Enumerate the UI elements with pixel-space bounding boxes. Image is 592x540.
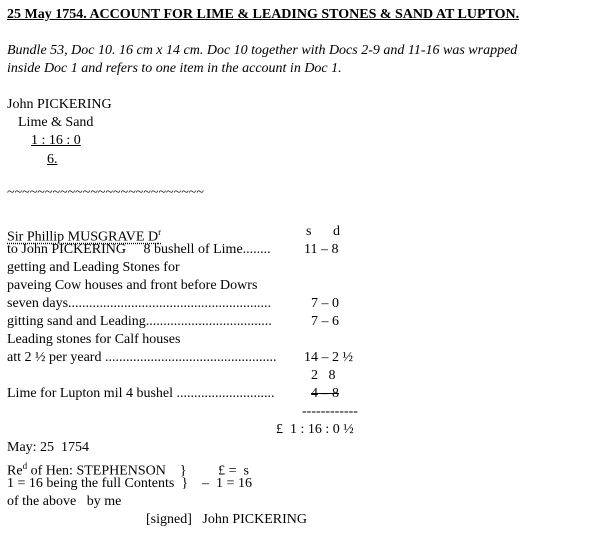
receipt-signature: [signed] John PICKERING <box>146 512 307 527</box>
account-row-text: getting and Leading Stones for <box>7 260 180 275</box>
column-shillings-header: s <box>306 224 312 239</box>
account-row-amount: 14 – 2 ½ <box>304 350 353 365</box>
endorsement-pence: 6. <box>47 152 58 167</box>
account-row-text: gitting sand and Leading.................................... <box>7 314 272 329</box>
account-row-amount-struck: 4 – 8 <box>311 386 339 401</box>
account-row-amount: 2 8 <box>311 368 336 383</box>
total-rule: ------------ <box>302 404 358 419</box>
note-line-1: Bundle 53, Doc 10. 16 cm x 14 cm. Doc 10 together with Docs 2-9 and 11-16 was wrapped <box>7 43 518 58</box>
account-row-text: paveing Cow houses and front before Dowrs <box>7 278 258 293</box>
page-title: 25 May 1754. ACCOUNT FOR LIME & LEADING STONES & SAND AT LUPTON. <box>7 7 520 22</box>
endorsement-amount: 1 : 16 : 0 <box>31 133 81 148</box>
note-line-2: inside Doc 1 and refers to one item in the account in Doc 1. <box>7 61 342 76</box>
account-row-text: Lime for Lupton mil 4 bushel ............................ <box>7 386 275 401</box>
account-row-amount: 7 – 6 <box>311 314 339 329</box>
column-pence-header: d <box>333 224 340 239</box>
endorsement-name: John PICKERING <box>7 97 112 112</box>
account-row-amount: 7 – 0 <box>311 296 339 311</box>
receipt-line-1-rest: of Hen: STEPHENSON } £ = s <box>27 463 249 479</box>
receipt-superscript: d <box>22 461 28 471</box>
addressee-superscript: r <box>158 227 162 237</box>
receipt-line-1-pre: Re <box>7 463 23 479</box>
account-row-text: seven days.......................................................... <box>7 296 272 311</box>
addressee-text: Sir Phillip MUSGRAVE D <box>7 229 159 245</box>
account-row-text: to John PICKERING 8 bushell of Lime........ <box>7 242 271 257</box>
receipt-line-2: 1 = 16 being the full Contents } – 1 = 16 <box>7 476 252 491</box>
account-row-amount: 11 – 8 <box>304 242 339 257</box>
account-row-text: Leading stones for Calf houses <box>7 332 181 347</box>
account-row-text: att 2 ½ per yeard ................................................. <box>7 350 277 365</box>
account-total: £ 1 : 16 : 0 ½ <box>276 422 354 437</box>
separator-line: ~~~~~~~~~~~~~~~~~~~~~~~~~~ <box>7 185 204 200</box>
receipt-line-3: of the above by me <box>7 494 122 509</box>
endorsement-item: Lime & Sand <box>18 115 94 130</box>
receipt-date: May: 25 1754 <box>7 440 90 455</box>
